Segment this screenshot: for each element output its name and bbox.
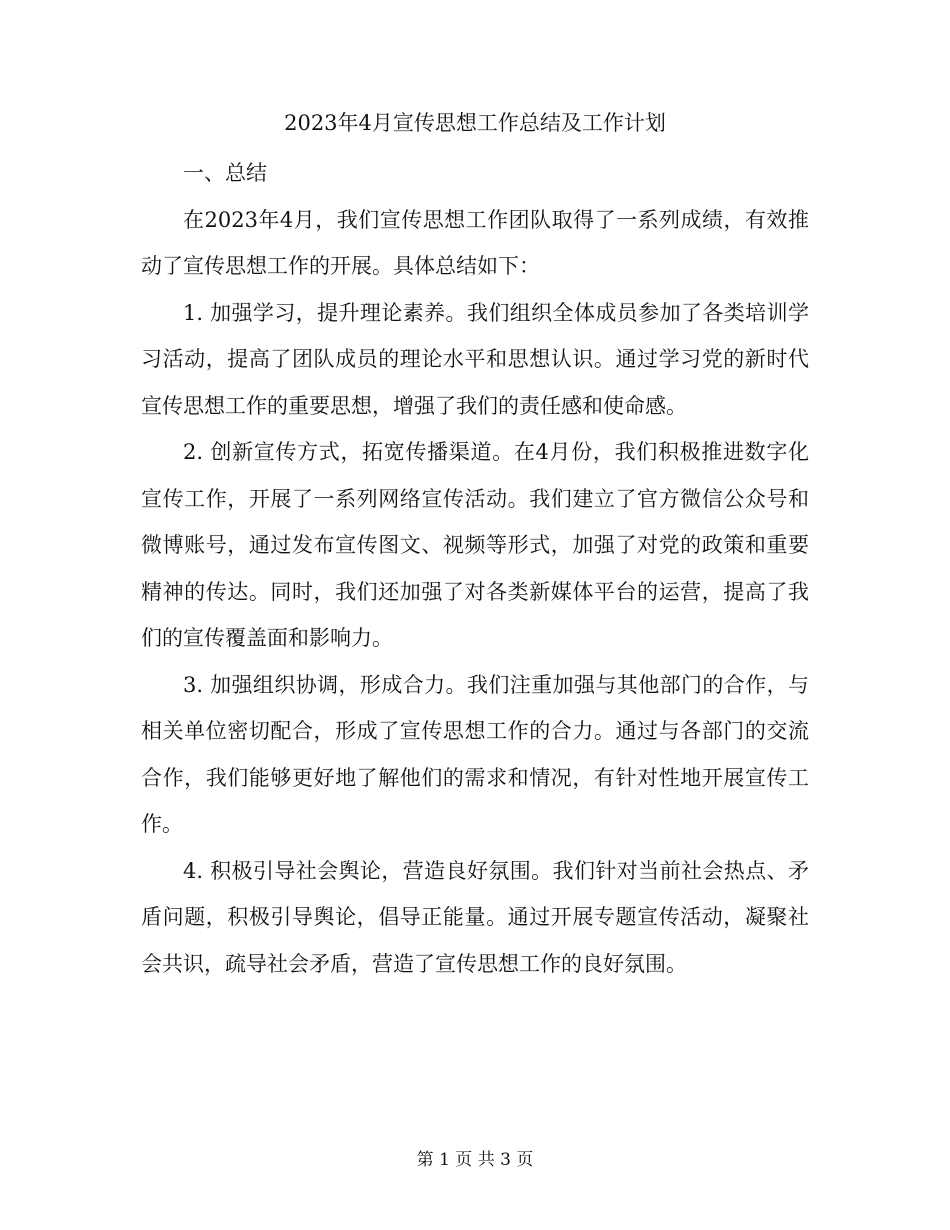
document-body xyxy=(141,150,809,987)
page-footer: 第 1 页 共 3 页 xyxy=(416,1150,534,1170)
document-title: 2023年4月宣传思想工作总结及工作计划 xyxy=(284,111,666,135)
section-heading: 一、总结 xyxy=(183,161,267,185)
summary-item-3: 3. 加强组织协调，形成合力。我们注重加强与其他部门的合作，与相关单位密切配合，形成了宣传思想工作的合力。通过与各部门的交流合作，我们能够更好地了解他们的需求和情况，有针对性地开展宣传工作。 xyxy=(141,672,809,836)
intro-paragraph: 在2023年4月，我们宣传思想工作团队取得了一系列成绩，有效推动了宣传思想工作的开展。具体总结如下： xyxy=(141,207,809,278)
summary-item-1: 1. 加强学习，提升理论素养。我们组织全体成员参加了各类培训学习活动，提高了团队成员的理论水平和思想认识。通过学习党的新时代宣传思想工作的重要思想，增强了我们的责任感和使命感。 xyxy=(141,300,809,418)
summary-item-2: 2. 创新宣传方式，拓宽传播渠道。在4月份，我们积极推进数字化宣传工作，开展了一系列网络宣传活动。我们建立了官方微信公众号和微博账号，通过发布宣传图文、视频等形式，加强了对党的政策和重要精神的传达。同时，我们还加强了对各类新媒体平台的运营，提高了我们的宣传覆盖面和影响力。 xyxy=(141,440,809,650)
summary-item-4: 4. 积极引导社会舆论，营造良好氛围。我们针对当前社会热点、矛盾问题，积极引导舆论，倡导正能量。通过开展专题宣传活动，凝聚社会共识，疏导社会矛盾，营造了宣传思想工作的良好氛围。 xyxy=(141,858,809,976)
